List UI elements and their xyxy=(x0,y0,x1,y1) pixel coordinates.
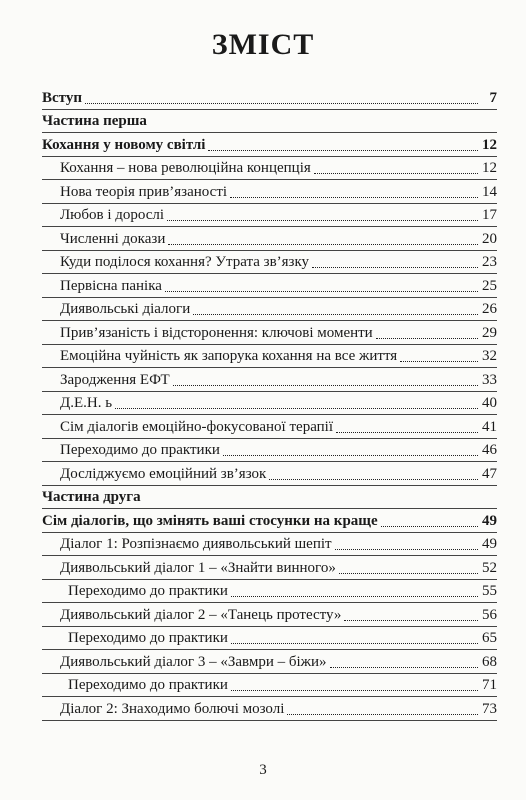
toc-entry-title: Численні докази xyxy=(60,230,166,247)
toc-entry xyxy=(42,650,497,674)
dot-leader xyxy=(330,667,478,668)
toc-entry xyxy=(42,86,497,110)
dot-leader xyxy=(173,385,478,386)
toc-entry-page: 65 xyxy=(482,630,497,646)
dot-leader xyxy=(231,596,478,597)
toc-entry-title: Куди поділося кохання? Утрата зв’язку xyxy=(60,254,310,270)
toc-entry-title: Емоційна чуйність як запорука кохання на все життя xyxy=(60,348,398,364)
toc-entry-title: Переходимо до практики xyxy=(60,442,220,458)
dot-leader xyxy=(167,220,478,221)
dot-leader xyxy=(165,291,478,292)
toc-entry xyxy=(42,298,497,322)
toc-entry-title: Диявольський діалог 1 – «Знайти винного» xyxy=(60,559,336,576)
toc-entry-page: 49 xyxy=(482,536,497,552)
toc-entry xyxy=(42,274,497,298)
dot-leader xyxy=(400,361,478,362)
toc-entry xyxy=(42,674,497,698)
page-number: 3 xyxy=(259,762,267,778)
dot-leader xyxy=(335,549,478,550)
toc-entry xyxy=(42,133,497,157)
toc-entry xyxy=(42,251,497,275)
toc-entry-title: Вступ xyxy=(42,89,82,106)
toc-entry-page: 26 xyxy=(482,301,497,317)
toc-entry-page: 52 xyxy=(482,559,497,576)
toc-entry-page: 7 xyxy=(489,89,497,106)
toc-entry-title: Диявольський діалог 2 – «Танець протесту» xyxy=(60,606,342,623)
dot-leader xyxy=(168,244,478,245)
toc-entry xyxy=(42,580,497,604)
toc-entry-title: Діалог 1: Розпізнаємо диявольський шепіт xyxy=(60,536,332,552)
toc-entry-page: 14 xyxy=(482,183,497,200)
toc-entry-page: 46 xyxy=(482,442,497,458)
dot-leader xyxy=(376,338,478,339)
toc-entry-title: Сім діалогів, що змінять ваші стосунки на краще xyxy=(42,512,378,529)
toc-entry-page: 56 xyxy=(482,606,497,623)
toc-entry xyxy=(42,486,497,510)
dot-leader xyxy=(381,526,478,527)
toc-entry-title: Кохання у новому світлі xyxy=(42,136,206,153)
toc-entry-page: 32 xyxy=(482,348,497,364)
toc-entry-page: 12 xyxy=(482,160,497,176)
dot-leader xyxy=(208,150,478,151)
table-of-contents xyxy=(42,86,497,721)
dot-leader xyxy=(314,173,478,174)
toc-entry-title: Сім діалогів емоційно-фокусованої терапії xyxy=(60,418,334,435)
toc-entry xyxy=(42,157,497,181)
dot-leader xyxy=(230,197,478,198)
toc-entry-page: 47 xyxy=(482,465,497,482)
toc-entry-page: 40 xyxy=(482,395,497,411)
toc-entry xyxy=(42,697,497,721)
toc-entry-title: Зародження ЕФТ xyxy=(60,371,170,388)
toc-entry xyxy=(42,227,497,251)
toc-entry-title: Диявольський діалог 3 – «Завмри – біжи» xyxy=(60,653,327,670)
toc-entry-title: Досліджуємо емоційний зв’язок xyxy=(60,465,267,482)
toc-entry-page: 68 xyxy=(482,653,497,670)
dot-leader xyxy=(223,455,478,456)
dot-leader xyxy=(312,267,478,268)
toc-entry-page: 55 xyxy=(482,583,497,599)
toc-entry xyxy=(42,533,497,557)
toc-entry xyxy=(42,462,497,486)
toc-entry xyxy=(42,509,497,533)
dot-leader xyxy=(85,103,478,104)
toc-entry-title: Переходимо до практики xyxy=(68,677,228,693)
toc-entry-page: 49 xyxy=(482,512,497,529)
toc-entry-title: Диявольські діалоги xyxy=(60,301,191,317)
dot-leader xyxy=(193,314,478,315)
toc-entry-title: Любов і дорослі xyxy=(60,207,165,223)
toc-entry xyxy=(42,392,497,416)
toc-entry-title: Частина перша xyxy=(42,113,147,129)
toc-entry xyxy=(42,415,497,439)
toc-entry-page: 29 xyxy=(482,324,497,341)
page-title: ЗМІСТ xyxy=(211,28,315,61)
dot-leader xyxy=(269,479,478,480)
dot-leader xyxy=(336,432,478,433)
toc-entry xyxy=(42,439,497,463)
toc-entry-title: Частина друга xyxy=(42,489,141,505)
toc-entry-page: 73 xyxy=(482,700,497,717)
toc-entry-title: Діалог 2: Знаходимо болючі мозолі xyxy=(60,700,285,717)
toc-entry-title: Переходимо до практики xyxy=(68,583,228,599)
toc-entry xyxy=(42,321,497,345)
toc-entry xyxy=(42,204,497,228)
toc-entry-title: Нова теорія прив’язаності xyxy=(60,183,228,200)
toc-entry-page: 25 xyxy=(482,277,497,294)
toc-entry-page: 12 xyxy=(482,136,497,153)
toc-entry-page: 17 xyxy=(482,207,497,223)
toc-entry xyxy=(42,603,497,627)
toc-entry xyxy=(42,110,497,134)
toc-entry-page: 71 xyxy=(482,677,497,693)
toc-entry xyxy=(42,627,497,651)
toc-entry-title: Д.Е.Н. ь xyxy=(60,395,113,411)
toc-entry xyxy=(42,180,497,204)
toc-entry-title: Кохання – нова революційна концепція xyxy=(60,160,311,176)
toc-entry-page: 33 xyxy=(482,371,497,388)
toc-entry xyxy=(42,368,497,392)
toc-entry-page: 20 xyxy=(482,230,497,247)
toc-entry xyxy=(42,345,497,369)
dot-leader xyxy=(115,408,478,409)
dot-leader xyxy=(231,690,478,691)
toc-entry-title: Прив’язаність і відсторонення: ключові моменти xyxy=(60,324,373,341)
dot-leader xyxy=(287,714,478,715)
toc-entry-page: 23 xyxy=(482,254,497,270)
toc-entry-page: 41 xyxy=(482,418,497,435)
dot-leader xyxy=(231,643,478,644)
toc-entry xyxy=(42,556,497,580)
dot-leader xyxy=(344,620,478,621)
toc-entry-title: Переходимо до практики xyxy=(68,630,228,646)
toc-entry-title: Первісна паніка xyxy=(60,277,162,294)
dot-leader xyxy=(339,573,478,574)
